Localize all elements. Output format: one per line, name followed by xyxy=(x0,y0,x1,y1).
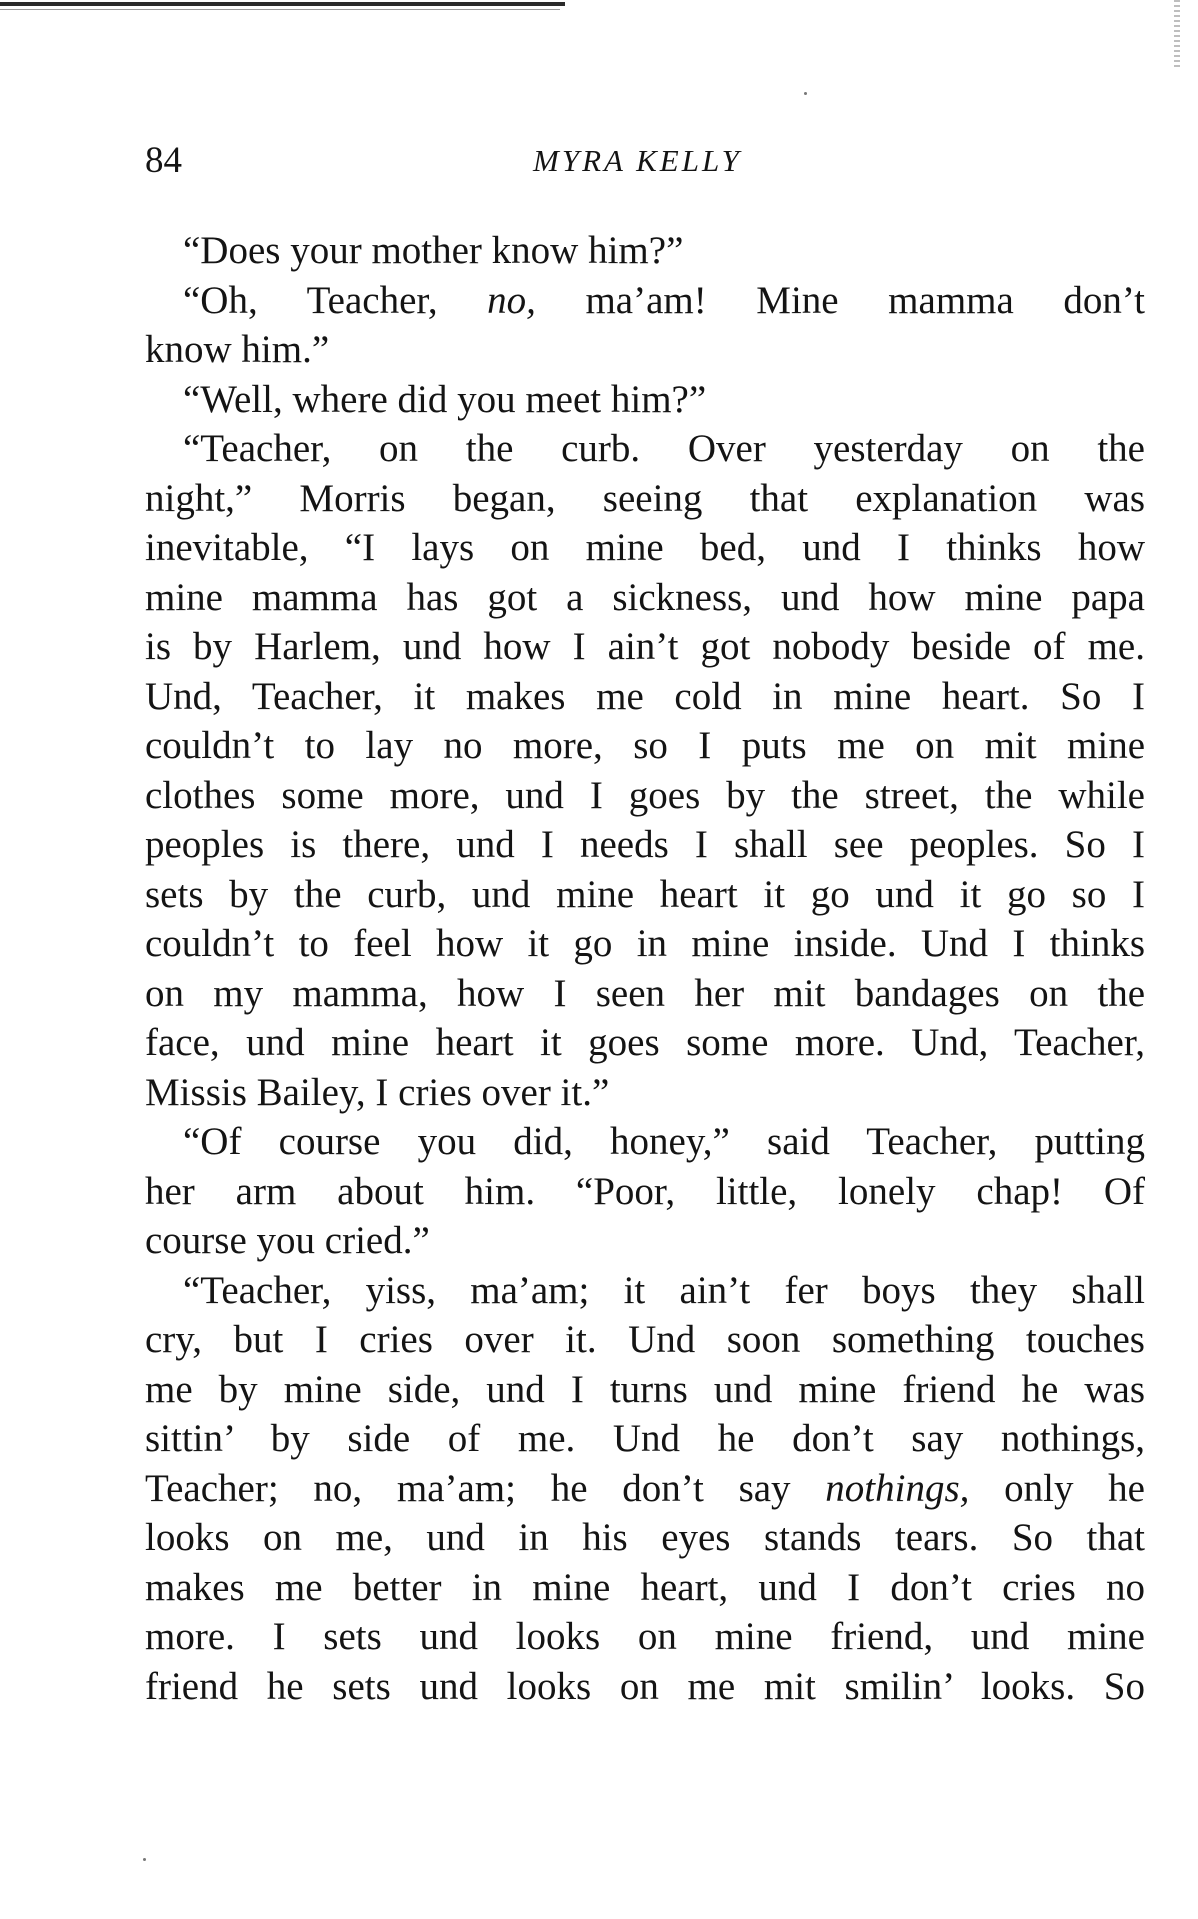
text-line: cry, but I cries over it. Und soon something touches xyxy=(145,1318,1145,1361)
text-line: “Of course you did, honey,” said Teacher, putting xyxy=(183,1120,1145,1163)
text-line: sittin’ by side of me. Und he don’t say nothings, xyxy=(145,1417,1145,1460)
text-line: face, und mine heart it goes some more. Und, Teacher, xyxy=(145,1021,1145,1064)
text-line: inevitable, “I lays on mine bed, und I thinks how xyxy=(145,526,1145,569)
text-line: sets by the curb, und mine heart it go und it go so I xyxy=(145,872,1145,916)
text-line: on my mamma, how I seen her mit bandages on the xyxy=(145,971,1145,1015)
running-head: MYRA KELLY xyxy=(533,143,742,178)
text-line: clothes some more, und I goes by the street, the while xyxy=(145,773,1145,817)
emphasis: nothings, xyxy=(825,1466,970,1510)
text-line: “Teacher, yiss, ma’am; it ain’t fer boys they shall xyxy=(183,1268,1145,1312)
scan-speck xyxy=(804,92,807,95)
text-line: night,” Morris began, seeing that explanation was xyxy=(145,476,1145,520)
text-line: couldn’t to lay no more, so I puts me on mit mine xyxy=(145,724,1145,767)
text-line: me by mine side, und I turns und mine friend he was xyxy=(145,1367,1145,1411)
text-line: friend he sets und looks on me mit smilin’ looks. So xyxy=(145,1664,1145,1708)
body-text xyxy=(145,226,1145,1711)
text-line: makes me better in mine heart, und I don’t cries no xyxy=(145,1565,1145,1609)
text-line: is by Harlem, und how I ain’t got nobody beside of me. xyxy=(145,625,1145,668)
text-line: know him.” xyxy=(145,328,330,371)
text-line: “Oh, Teacher, no, ma’am! Mine mamma don’t xyxy=(183,278,1145,322)
text-line: Missis Bailey, I cries over it.” xyxy=(145,1070,610,1114)
emphasis: no, xyxy=(487,278,536,322)
text-line: “Well, where did you meet him?” xyxy=(183,377,707,421)
text-line: looks on me, und in his eyes stands tears. So that xyxy=(145,1516,1145,1559)
text-line: couldn’t to feel how it go in mine inside. Und I thinks xyxy=(145,922,1145,965)
text-line: course you cried.” xyxy=(145,1219,430,1262)
text-line: “Teacher, on the curb. Over yesterday on the xyxy=(183,427,1145,470)
text-line: mine mamma has got a sickness, und how mine papa xyxy=(145,575,1145,619)
top-edge-rule xyxy=(0,2,565,6)
text-line: “Does your mother know him?” xyxy=(183,229,684,272)
text-line: Und, Teacher, it makes me cold in mine heart. So I xyxy=(145,674,1145,718)
page-edge-mark xyxy=(1174,0,1180,70)
text-line: Teacher; no, ma’am; he don’t say nothings, only he xyxy=(145,1466,1145,1510)
page-number: 84 xyxy=(145,140,182,181)
page-header xyxy=(145,136,1145,186)
text-line: more. I sets und looks on mine friend, und mine xyxy=(145,1615,1145,1658)
text-line: peoples is there, und I needs I shall see peoples. So I xyxy=(145,823,1145,866)
top-edge-rule-thin xyxy=(0,9,560,10)
scan-speck xyxy=(143,1858,146,1861)
text-line: her arm about him. “Poor, little, lonely chap! Of xyxy=(145,1169,1145,1213)
